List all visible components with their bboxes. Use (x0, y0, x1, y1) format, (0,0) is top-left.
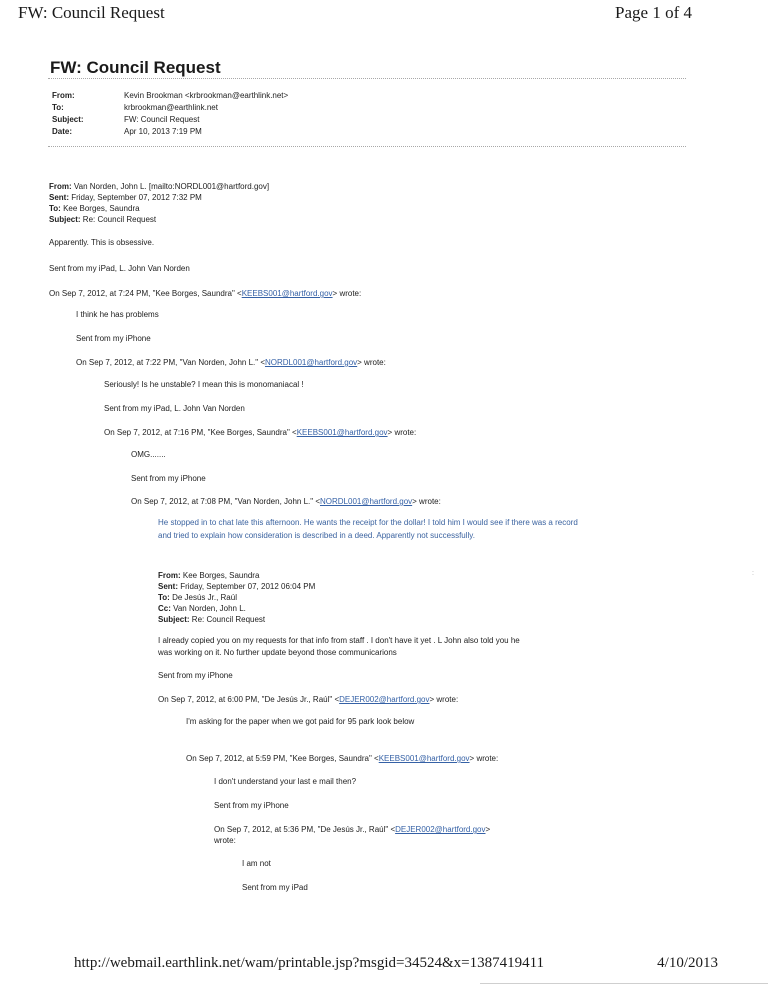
email-link[interactable]: NORDL001@hartford.gov (319, 497, 413, 506)
signature-text: Sent from my iPhone (131, 474, 206, 483)
header-value-to: krbrookman@earthlink.net (124, 103, 218, 112)
message-text: I don't understand your last e mail then? (214, 777, 357, 786)
message-text: I already copied you on my requests for that info from staff . I don't have it yet . L John also told you he (158, 636, 520, 645)
message-text: I think he has problems (76, 310, 159, 319)
quote-attribution: On Sep 7, 2012, at 6:00 PM, "De Jesús Jr., Raúl" <DEJER002@hartford.gov> wrote: (158, 695, 459, 704)
header-label-to: To: (52, 103, 64, 112)
header-label-from: From: (52, 91, 75, 100)
footer-date: 4/10/2013 (657, 955, 718, 971)
email-link[interactable]: KEEBS001@hartford.gov (378, 754, 470, 763)
message-text: I am not (242, 859, 271, 868)
header-label-subject: Subject: (52, 115, 84, 124)
quote-attribution-wrote: wrote: (214, 836, 236, 845)
email-link[interactable]: DEJER002@hartford.gov (339, 695, 430, 704)
signature-text: Sent from my iPad, L. John Van Norden (49, 264, 190, 273)
message-text: He stopped in to chat late this afternoon. He wants the receipt for the dollar! I told him I would see if there was a record and tried to explain how consideration is described in a deed. Apparently not successfully. (158, 518, 578, 540)
message-text: OMG....... (131, 450, 166, 459)
forward-from-line: From: Van Norden, John L. [mailto:NORDL001@hartford.gov] (49, 182, 270, 191)
inner-to-line: To: De Jesús Jr., Raúl (158, 593, 237, 602)
signature-text: Sent from my iPad, L. John Van Norden (104, 404, 245, 413)
forward-sent-line: Sent: Friday, September 07, 2012 7:32 PM (49, 193, 202, 202)
header-value-subject: FW: Council Request (124, 115, 200, 124)
email-link[interactable]: DEJER002@hartford.gov (395, 825, 486, 834)
message-text: Apparently. This is obsessive. (49, 238, 155, 247)
footer-url: http://webmail.earthlink.net/wam/printable.jsp?msgid=34524&x=1387419411 (74, 955, 545, 971)
inner-subject-line: Subject: Re: Council Request (158, 615, 266, 624)
message-subject-heading: FW: Council Request (50, 58, 221, 77)
quote-attribution: On Sep 7, 2012, at 5:36 PM, "De Jesús Jr., Raúl" <DEJER002@hartford.gov> (214, 825, 491, 834)
header-divider-bottom (48, 146, 686, 147)
quote-attribution: On Sep 7, 2012, at 7:24 PM, "Kee Borges, Saundra" <KEEBS001@hartford.gov> wrote: (49, 289, 362, 298)
inner-sent-line: Sent: Friday, September 07, 2012 06:04 PM (158, 582, 316, 591)
quote-attribution: On Sep 7, 2012, at 7:08 PM, "Van Norden, John L." <NORDL001@hartford.gov> wrote: (131, 497, 441, 506)
message-text: Seriously! Is he unstable? I mean this is monomaniacal ! (104, 380, 304, 389)
message-text: was working on it. No further update beyond those communicarions (158, 648, 397, 657)
quote-attribution: On Sep 7, 2012, at 7:16 PM, "Kee Borges, Saundra" <KEEBS001@hartford.gov> wrote: (104, 428, 417, 437)
header-divider-top (48, 78, 686, 79)
email-link[interactable]: KEEBS001@hartford.gov (296, 428, 388, 437)
print-header-title: FW: Council Request (18, 3, 165, 22)
signature-text: Sent from my iPhone (158, 671, 233, 680)
scan-artifact-mark: : (752, 570, 754, 577)
quote-attribution: On Sep 7, 2012, at 7:22 PM, "Van Norden, John L." <NORDL001@hartford.gov> wrote: (76, 358, 386, 367)
signature-text: Sent from my iPad (242, 883, 308, 892)
header-label-date: Date: (52, 127, 73, 136)
signature-text: Sent from my iPhone (76, 334, 151, 343)
quote-attribution: On Sep 7, 2012, at 5:59 PM, "Kee Borges, Saundra" <KEEBS001@hartford.gov> wrote: (186, 754, 499, 763)
header-value-date: Apr 10, 2013 7:19 PM (124, 127, 202, 136)
footer-rule (480, 983, 768, 984)
header-value-from: Kevin Brookman <krbrookman@earthlink.net> (124, 91, 289, 100)
forward-subject-line: Subject: Re: Council Request (49, 215, 157, 224)
message-text: I'm asking for the paper when we got paid for 95 park look below (186, 717, 415, 726)
inner-cc-line: Cc: Van Norden, John L. (158, 604, 246, 613)
page-number: Page 1 of 4 (615, 3, 692, 22)
signature-text: Sent from my iPhone (214, 801, 289, 810)
email-link[interactable]: KEEBS001@hartford.gov (241, 289, 333, 298)
inner-from-line: From: Kee Borges, Saundra (158, 571, 260, 580)
forward-to-line: To: Kee Borges, Saundra (49, 204, 140, 213)
email-link[interactable]: NORDL001@hartford.gov (264, 358, 358, 367)
